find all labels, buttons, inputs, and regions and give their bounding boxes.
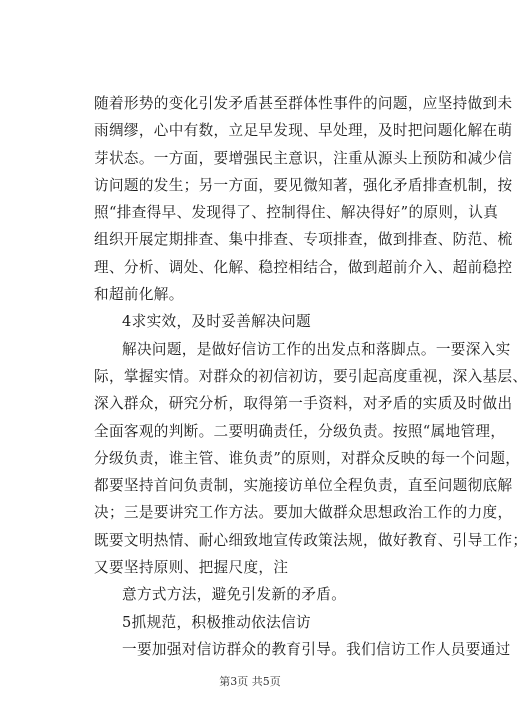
text-line: 5抓规范，积极推动依法信访 xyxy=(122,613,311,631)
text-line: 组织开展定期排查、集中排查、专项排查，做到排查、防范、梳 xyxy=(94,231,513,249)
text-line: 理、分析、调处、化解、稳控相结合，做到超前介入、超前稳控 xyxy=(94,258,513,276)
text-line: 和超前化解。 xyxy=(94,286,184,304)
text-line: 随着形势的变化引发矛盾甚至群体性事件的问题，应坚持做到未 xyxy=(94,95,513,112)
text-line: 4求实效，及时妥善解决问题 xyxy=(122,313,311,331)
text-line: 一要加强对信访群众的教育引导。我们信访工作人员要通过 xyxy=(122,640,511,658)
document-body xyxy=(94,90,527,663)
text-line: 雨绸缪，心中有数，立足早发现、早处理，及时把问题化解在萌 xyxy=(94,122,513,140)
text-line: 深入群众，研究分析，取得第一手资料，对矛盾的实质及时做出 xyxy=(94,395,513,413)
page-footer: 第3页 共5页 xyxy=(219,675,281,688)
text-line: 际，掌握实情。对群众的初信初访，要引起高度重视，深入基层、 xyxy=(94,367,527,385)
text-line: 既要文明热情、耐心细致地宣传政策法规，做好教育、引导工作； xyxy=(94,531,527,549)
text-line: 又要坚持原则、把握尺度，注 xyxy=(94,559,289,577)
text-line: 解决问题，是做好信访工作的出发点和落脚点。一要深入实 xyxy=(122,340,511,358)
text-line: 全面客观的判断。二要明确责任，分级负责。按照“属地管理， xyxy=(94,422,506,440)
text-line: 芽状态。一方面，要增强民主意识，注重从源头上预防和减少信 xyxy=(94,149,513,167)
text-line: 都要坚持首问负责制，实施接访单位全程负责，直至问题彻底解 xyxy=(94,477,513,495)
text-line: 访问题的发生；另一方面，要见微知著，强化矛盾排查机制，按 xyxy=(94,176,513,194)
text-line: 决；三是要讲究工作方法。要加大做群众思想政治工作的力度， xyxy=(94,504,513,522)
text-line: 照“排查得早、发现得了、控制得住、解决得好”的原则，认真 xyxy=(94,204,499,222)
text-line: 分级负责，谁主管、谁负责”的原则，对群众反映的每一个问题， xyxy=(94,449,521,467)
text-line: 意方式方法，避免引发新的矛盾。 xyxy=(122,586,347,604)
